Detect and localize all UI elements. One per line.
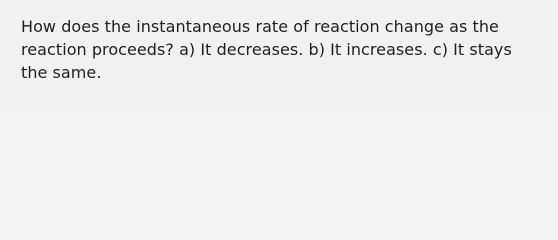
question-text: How does the instantaneous rate of reaction change as the reaction proceeds? a) It decreases. b) It increases. c) It stays the same. (21, 17, 512, 82)
question-card (0, 0, 558, 105)
